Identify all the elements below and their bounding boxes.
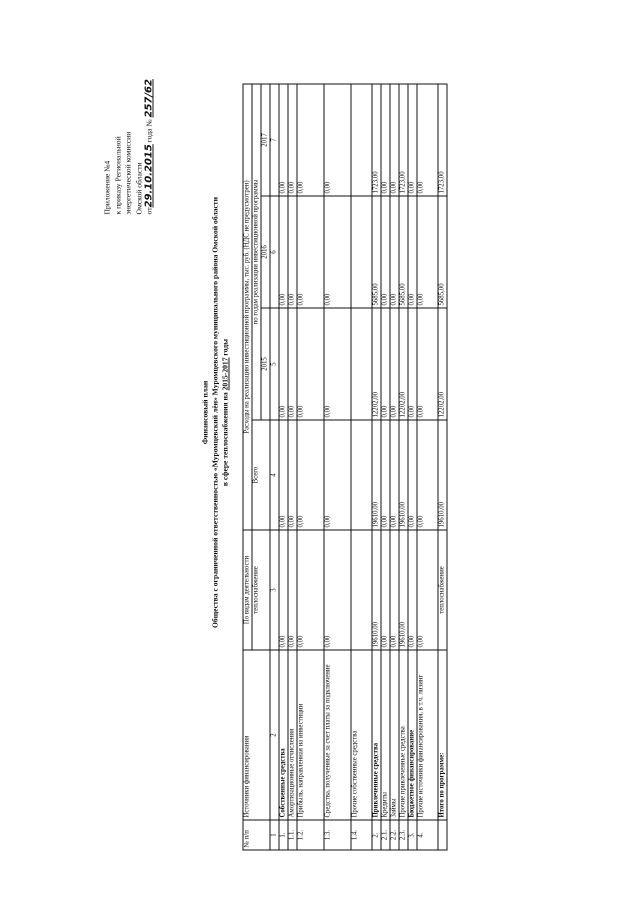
header-expenses: Расходы на реализацию инвестиционной программы, тыс. руб. (НДС не предусмотрен) [243, 84, 252, 530]
row-value: 0,00 [324, 308, 351, 420]
row-value: теплоснабжение [438, 530, 447, 650]
row-value [351, 308, 372, 420]
header-by-years: по годам реализации инвестиционной программы [252, 84, 261, 420]
row-number: 3. [408, 820, 417, 850]
row-value: 0,00 [288, 84, 297, 196]
row-value: 0,00 [408, 530, 417, 650]
row-number: 1.2. [297, 820, 324, 850]
title-line: Общества с ограниченной ответственностью «Муромцевский лён» Муромцевского муниципального района Омской области [210, 197, 220, 628]
row-value: 12202,00 [399, 308, 408, 420]
column-number: 5 [270, 308, 279, 420]
row-number: 2. [372, 820, 381, 850]
title-line: Финансовый план [200, 380, 210, 445]
row-value: 1723,00 [438, 84, 447, 196]
row-source-name: Амортизационные отчисления [288, 650, 297, 820]
appendix-line: Приложение №4 [102, 160, 112, 215]
row-source-name: Итого по программе: [438, 650, 447, 820]
row-number: 1.4. [351, 820, 372, 850]
row-source-name: Прочие собственные средства [351, 650, 372, 820]
row-value: 0,00 [324, 530, 351, 650]
handwritten-date: 29.10.2015 [143, 144, 155, 208]
row-value: 0,00 [288, 530, 297, 650]
row-number [438, 820, 447, 850]
row-value: 0,00 [324, 420, 351, 530]
row-value: 0,00 [381, 84, 390, 196]
row-value [351, 84, 372, 196]
financial-plan-table [243, 83, 448, 850]
table-row [351, 84, 372, 850]
row-value: 0,00 [288, 308, 297, 420]
table-row [288, 84, 297, 850]
table-row [324, 84, 351, 850]
row-value: 19610,00 [372, 530, 381, 650]
header-year-2017: 2017 [261, 84, 270, 196]
row-number: 1.1. [288, 820, 297, 850]
row-value [351, 420, 372, 530]
row-value: 0,00 [417, 308, 438, 420]
column-number: 4 [270, 420, 279, 530]
row-source-name: Прибыль, направленная на инвестиции [297, 650, 324, 820]
title-line: в сфере теплоснабжения на 2015-2017 годы [220, 338, 230, 487]
row-number: 1.3. [324, 820, 351, 850]
table-body [279, 84, 447, 850]
column-number-row [270, 84, 279, 850]
column-number: 1 [270, 820, 279, 850]
column-number: 7 [270, 84, 279, 196]
row-value: 0,00 [390, 420, 399, 530]
row-value [351, 530, 372, 650]
appendix-line: к приказу Региональной [113, 136, 122, 215]
column-number: 6 [270, 196, 279, 308]
header-activity: теплоснабжение [252, 530, 270, 650]
appendix-date-line [145, 65, 156, 215]
row-value: 0,00 [408, 420, 417, 530]
row-value: 0,00 [417, 196, 438, 308]
title-period: 2015-2017 [220, 357, 230, 391]
row-value: 0,00 [417, 420, 438, 530]
row-value: 12202,00 [372, 308, 381, 420]
row-source-name: Кредиты [381, 650, 390, 820]
column-number: 2 [270, 650, 279, 820]
row-number: 2.3. [399, 820, 408, 850]
row-value: 0,00 [381, 420, 390, 530]
table-row [399, 84, 408, 850]
row-value: 0,00 [279, 420, 288, 530]
row-value: 0,00 [297, 530, 324, 650]
document-page [93, 43, 548, 863]
column-number: 3 [270, 530, 279, 650]
table-row [372, 84, 381, 850]
row-value: 5685,00 [399, 196, 408, 308]
header-total: Всего [252, 420, 270, 530]
header-source: Источники финансирования [243, 650, 270, 820]
row-value: 0,00 [279, 530, 288, 650]
row-value: 5685,00 [372, 196, 381, 308]
row-value: 0,00 [279, 84, 288, 196]
row-value: 0,00 [417, 530, 438, 650]
appendix-reference [103, 65, 156, 215]
row-value: 0,00 [390, 530, 399, 650]
row-source-name: Привлеченные средства [372, 650, 381, 820]
row-value: 5685,00 [438, 196, 447, 308]
appendix-line: Омской области [134, 162, 143, 215]
document-title [201, 163, 231, 663]
row-value: 0,00 [279, 196, 288, 308]
table-row [381, 84, 390, 850]
header-by-activity: По видам деятельности [243, 530, 252, 650]
row-source-name: Средства, полученные за счет платы за подключение [324, 650, 351, 820]
row-value: 0,00 [408, 84, 417, 196]
row-value: 0,00 [279, 308, 288, 420]
row-value: 0,00 [390, 196, 399, 308]
row-value: 0,00 [297, 420, 324, 530]
row-number: 2.1. [381, 820, 390, 850]
table-row [297, 84, 324, 850]
row-source-name: Прочие источники финансирования, в т.ч. лизинг [417, 650, 438, 820]
row-number: 1. [279, 820, 288, 850]
row-value: 12202,00 [438, 308, 447, 420]
table-row [438, 84, 447, 850]
handwritten-order-number: 257/62 [143, 79, 155, 118]
row-value: 0,00 [417, 84, 438, 196]
table-row [408, 84, 417, 850]
date-prefix: от [144, 207, 154, 215]
row-value: 0,00 [408, 196, 417, 308]
row-value: 19610,00 [438, 420, 447, 530]
table-row [279, 84, 288, 850]
row-value: 1723,00 [372, 84, 381, 196]
year-word: года № [144, 119, 154, 143]
header-year-2015: 2015 [261, 308, 270, 420]
table-row [417, 84, 438, 850]
header-row [243, 84, 252, 850]
row-number: 4. [417, 820, 438, 850]
row-value: 0,00 [324, 196, 351, 308]
row-value: 0,00 [324, 84, 351, 196]
row-value: 0,00 [408, 308, 417, 420]
row-value: 0,00 [288, 420, 297, 530]
row-number: 2.2. [390, 820, 399, 850]
row-value: 0,00 [390, 84, 399, 196]
row-value: 19610,00 [399, 530, 408, 650]
header-num: № п/п [243, 820, 270, 850]
row-value: 0,00 [381, 196, 390, 308]
row-value [351, 196, 372, 308]
row-value: 19610,00 [372, 420, 381, 530]
appendix-line: энергетической комиссии [123, 131, 133, 215]
header-year-2016: 2016 [261, 196, 270, 308]
row-source-name: Займы [390, 650, 399, 820]
row-value: 0,00 [390, 308, 399, 420]
row-value: 0,00 [381, 530, 390, 650]
row-value: 0,00 [381, 308, 390, 420]
row-value: 0,00 [288, 196, 297, 308]
row-value: 19610,00 [399, 420, 408, 530]
row-source-name: Бюджетное финансирование [408, 650, 417, 820]
table-row [390, 84, 399, 850]
row-source-name: Прочие привлеченные средства [399, 650, 408, 820]
row-value: 1723,00 [399, 84, 408, 196]
row-value: 0,00 [297, 308, 324, 420]
row-value: 0,00 [297, 84, 324, 196]
row-source-name: Собственные средства [279, 650, 288, 820]
row-value: 0,00 [297, 196, 324, 308]
